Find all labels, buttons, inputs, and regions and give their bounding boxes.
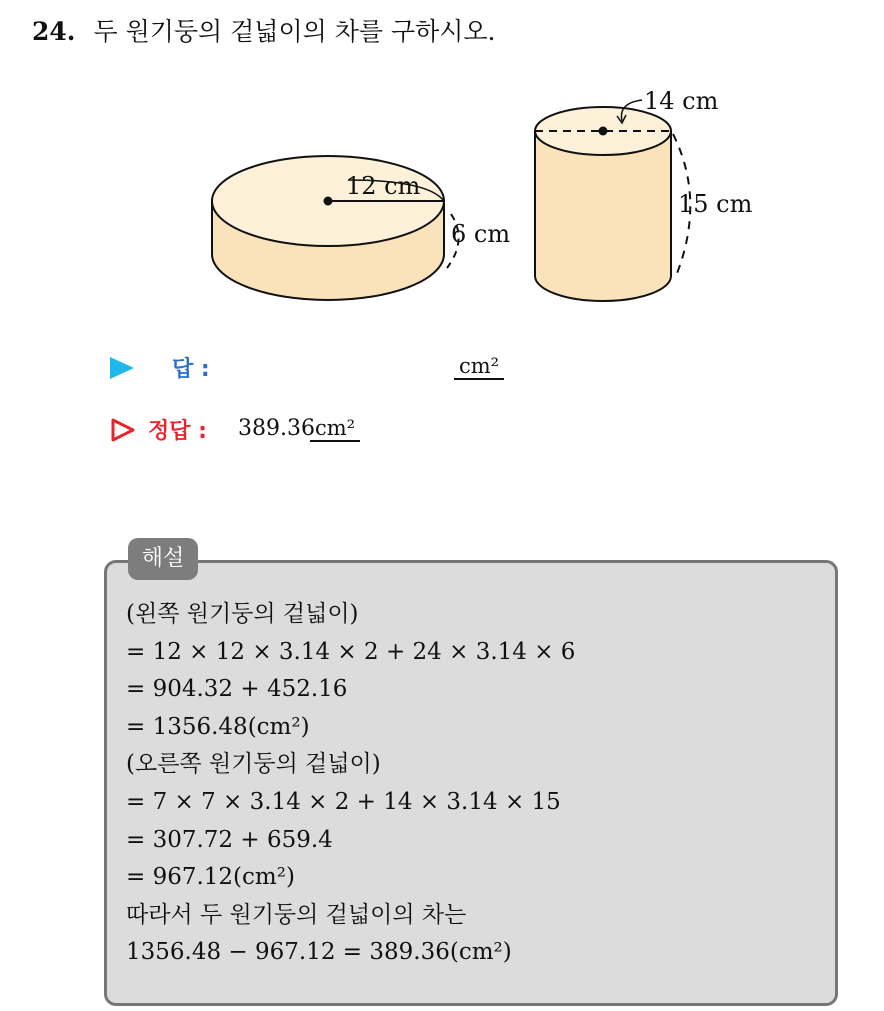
solution-line: 1356.48 − 967.12 = 389.36(cm²) — [126, 939, 512, 966]
solution-line: = 307.72 + 659.4 — [126, 826, 333, 853]
left-radius-label: 12 cm — [346, 172, 421, 200]
question-text: 두 원기둥의 겉넓이의 차를 구하시오. — [93, 17, 496, 46]
cylinders-figure — [0, 0, 884, 320]
solution-line: = 12 × 12 × 3.14 × 2 + 24 × 3.14 × 6 — [126, 638, 576, 665]
left-height-label: 6 cm — [451, 220, 511, 248]
outline-play-icon — [110, 417, 136, 443]
solution-lines — [126, 596, 826, 972]
solution-line: = 1356.48(cm²) — [126, 713, 310, 740]
play-icon — [110, 357, 134, 379]
correct-unit: cm² — [310, 416, 360, 442]
solution-line: 따라서 두 원기둥의 겉넓이의 차는 — [126, 901, 467, 928]
correct-answer-row — [110, 412, 610, 448]
solution-line: = 904.32 + 452.16 — [126, 676, 348, 703]
right-height-label: 15 cm — [678, 190, 753, 218]
answer-label: 답 : — [172, 357, 210, 382]
solution-line: (왼쪽 원기둥의 겉넓이) — [126, 601, 359, 627]
correct-label: 정답 : — [148, 419, 207, 444]
question-number: 24. — [32, 17, 76, 46]
solution-line: (오른쪽 원기둥의 겉넓이) — [126, 751, 381, 778]
correct-value: 389.36 — [238, 416, 315, 441]
solution-line: = 967.12(cm²) — [126, 864, 295, 891]
answer-row — [110, 350, 610, 386]
right-cylinder — [535, 87, 753, 301]
answer-input[interactable]: cm² — [454, 354, 504, 380]
solution-tag: 해설 — [128, 538, 198, 580]
solution-line: = 7 × 7 × 3.14 × 2 + 14 × 3.14 × 15 — [126, 788, 561, 815]
right-diameter-label: 14 cm — [644, 87, 719, 115]
left-cylinder — [212, 156, 510, 300]
